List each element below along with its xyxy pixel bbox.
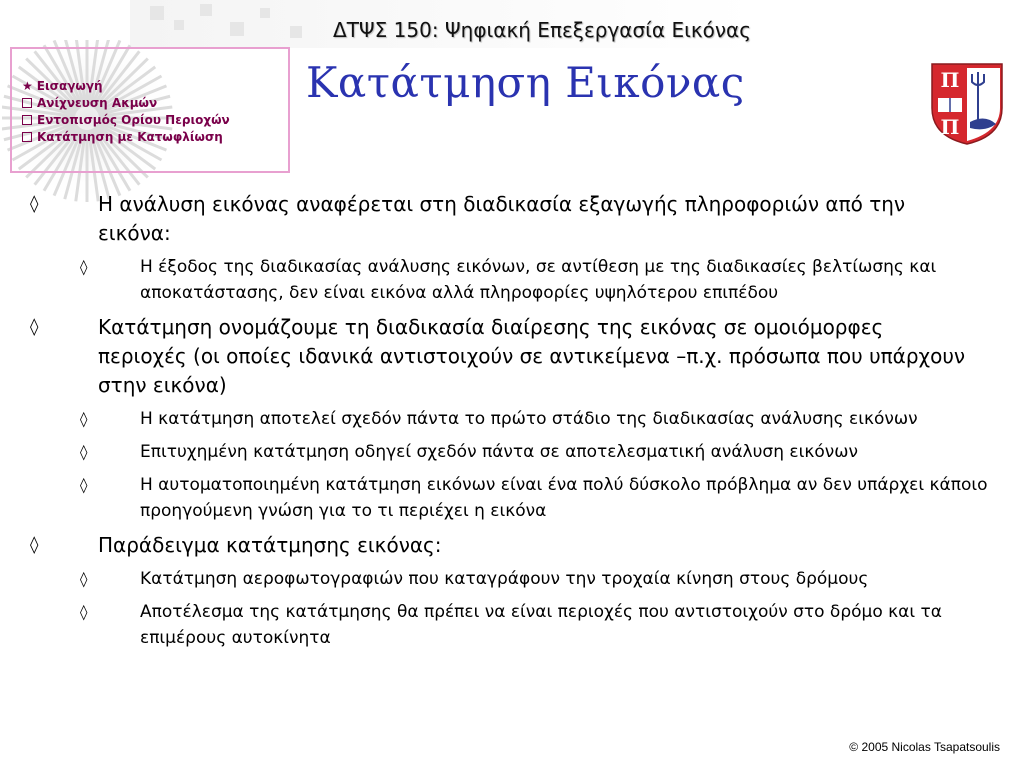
- svg-text:Π: Π: [940, 115, 960, 139]
- decor-square: [260, 8, 270, 18]
- toc-item[interactable]: [22, 95, 230, 112]
- diamond-bullet-icon: ◊: [30, 317, 39, 337]
- bullet-text: Κατάτμηση ονομάζουμε τη διαδικασία διαίρεσης της εικόνας σε ομοιόμορφες περιοχές (οι οποίες ιδανικά αντιστοιχούν σε αντικείμενα –π.χ. πρόσωπα που υπάρχουν στην εικόνα): [98, 315, 966, 397]
- diamond-bullet-icon: ◊: [30, 194, 39, 214]
- toc-item-label: Εντοπισμός Ορίου Περιοχών: [37, 113, 230, 127]
- diamond-bullet-icon: ◊: [80, 570, 88, 588]
- sub-bullet-point: [0, 254, 1024, 306]
- toc-item-label: Κατάτμηση με Κατωφλίωση: [37, 130, 223, 144]
- course-title: ΔΤΨΣ 150: Ψηφιακή Επεξεργασία Εικόνας: [333, 18, 751, 42]
- toc-item[interactable]: [22, 78, 230, 95]
- toc-item-label: Εισαγωγή: [36, 79, 103, 93]
- university-crest-icon: [930, 62, 1004, 146]
- sub-bullet-point: [0, 472, 1024, 524]
- diamond-bullet-icon: ◊: [80, 603, 88, 621]
- toc-item[interactable]: [22, 129, 230, 146]
- star-icon: ★: [22, 79, 33, 93]
- diamond-bullet-icon: ◊: [80, 476, 88, 494]
- diamond-bullet-icon: ◊: [80, 410, 88, 428]
- checkbox-icon: [22, 132, 32, 142]
- checkbox-icon: [22, 115, 32, 125]
- slide-body: [0, 190, 1024, 658]
- sub-bullet-point: [0, 406, 1024, 432]
- bullet-point: [0, 190, 1024, 248]
- bullet-point: [0, 531, 1024, 560]
- decor-square: [200, 4, 212, 16]
- toc-item[interactable]: [22, 112, 230, 129]
- bullet-text: Παράδειγμα κατάτμησης εικόνας:: [98, 533, 442, 557]
- diamond-bullet-icon: ◊: [80, 443, 88, 461]
- bullet-point: [0, 313, 1024, 400]
- svg-text:Π: Π: [940, 68, 960, 92]
- toc-list: [22, 78, 230, 146]
- sub-bullet-text: Η κατάτμηση αποτελεί σχεδόν πάντα το πρώτο στάδιο της διαδικασίας ανάλυσης εικόνων: [140, 409, 918, 429]
- sub-bullet-text: Επιτυχημένη κατάτμηση οδηγεί σχεδόν πάντα σε αποτελεσματική ανάλυση εικόνων: [140, 442, 858, 462]
- sub-bullet-text: Αποτέλεσμα της κατάτμησης θα πρέπει να είναι περιοχές που αντιστοιχούν στο δρόμο και τα επιμέρους αυτοκίνητα: [140, 602, 942, 648]
- diamond-bullet-icon: ◊: [30, 535, 39, 555]
- bullet-text: Η ανάλυση εικόνας αναφέρεται στη διαδικασία εξαγωγής πληροφοριών από την εικόνα:: [98, 192, 906, 245]
- sub-bullet-text: Η αυτοματοποιημένη κατάτμηση εικόνων είναι ένα πολύ δύσκολο πρόβλημα αν δεν υπάρχει κάποιο προηγούμενη γνώση για το τι περιέχει η εικόνα: [140, 475, 988, 521]
- sub-bullet-text: Η έξοδος της διαδικασίας ανάλυσης εικόνων, σε αντίθεση με της διαδικασίες βελτίωσης και αποκατάστασης, δεν είναι εικόνα αλλά πληροφορίες υψηλότερου επιπέδου: [140, 257, 937, 303]
- sub-bullet-point: [0, 599, 1024, 651]
- toc-item-label: Ανίχνευση Ακμών: [37, 96, 158, 110]
- sub-bullet-point: [0, 439, 1024, 465]
- sub-bullet-point: [0, 566, 1024, 592]
- footer-copyright: © 2005 Nicolas Tsapatsoulis: [849, 740, 1000, 754]
- diamond-bullet-icon: ◊: [80, 258, 88, 276]
- slide-title: Κατάτμηση Εικόνας: [306, 58, 745, 107]
- checkbox-icon: [22, 98, 32, 108]
- sub-bullet-text: Κατάτμηση αεροφωτογραφιών που καταγράφουν την τροχαία κίνηση στους δρόμους: [140, 569, 869, 589]
